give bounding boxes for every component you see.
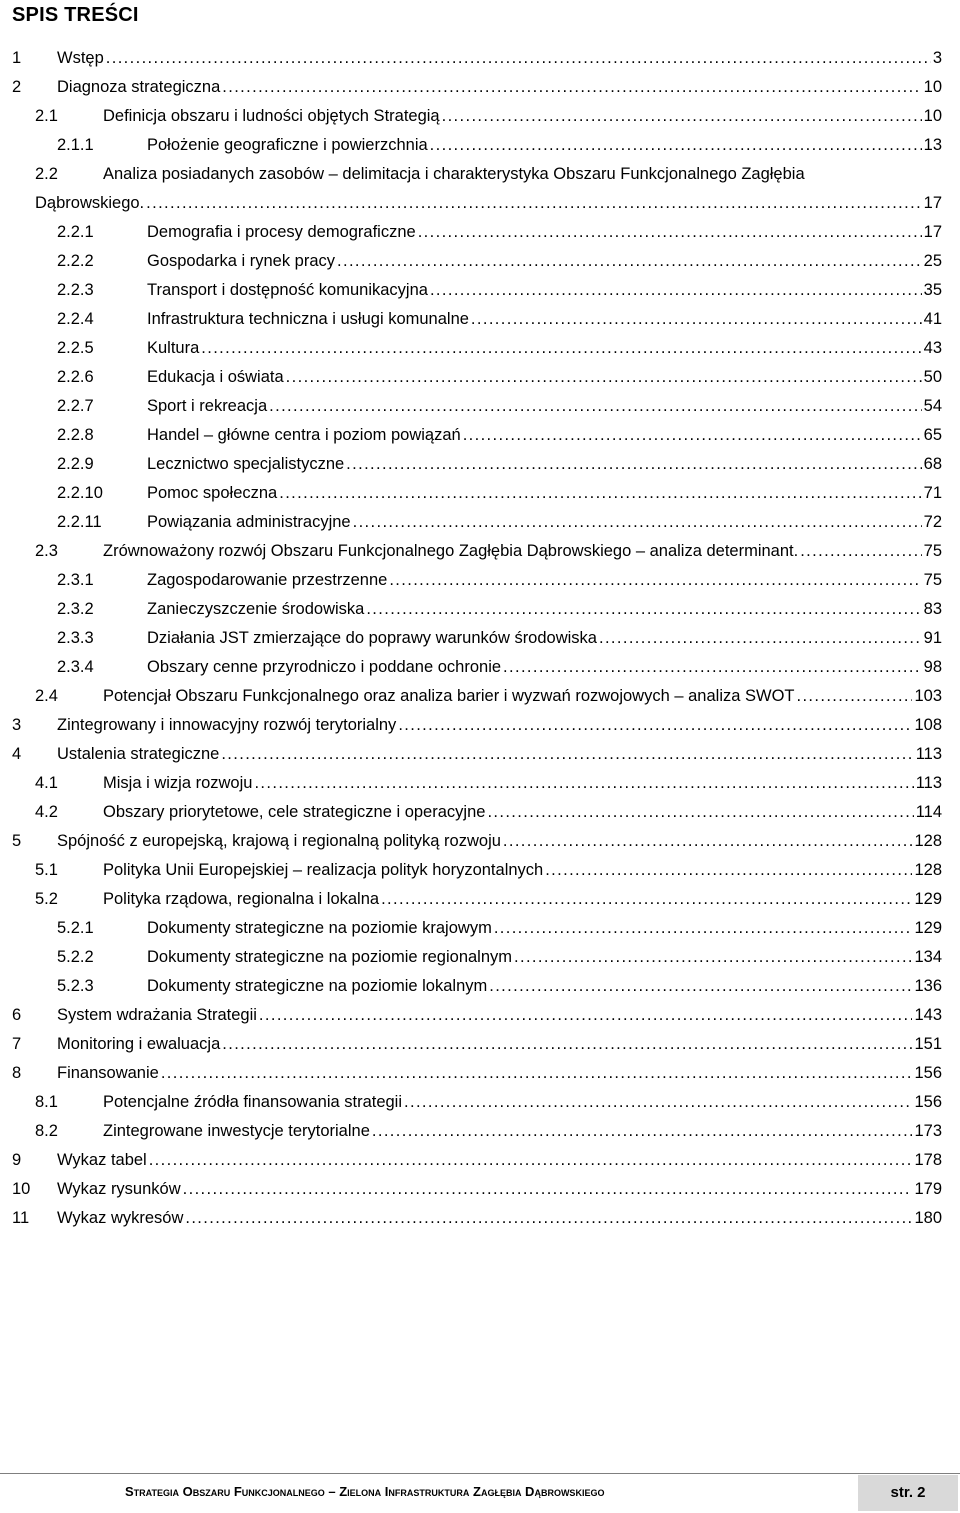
toc-entry-number: 2.3.1 bbox=[57, 571, 94, 589]
toc-entry-title: Obszary cenne przyrodniczo i poddane ochronie bbox=[147, 658, 502, 676]
toc-entry-title: Zrównoważony rozwój Obszaru Funkcjonalnego Zagłębia Dąbrowskiego – analiza determinant. bbox=[103, 542, 799, 560]
toc-entry[interactable] bbox=[0, 624, 960, 653]
toc-entry-page: 68 bbox=[923, 455, 942, 473]
toc-entry-page: 156 bbox=[914, 1093, 942, 1111]
toc-entry-number: 5 bbox=[12, 832, 22, 850]
toc-entry[interactable] bbox=[0, 972, 960, 1001]
dot-leader bbox=[398, 711, 912, 740]
dot-leader bbox=[514, 943, 912, 972]
toc-entry-title: Dokumenty strategiczne na poziomie lokalnym bbox=[147, 977, 488, 995]
toc-entry-page: 83 bbox=[923, 600, 942, 618]
toc-entry-number: 4.2 bbox=[35, 803, 58, 821]
toc-entry-number: 2.4 bbox=[35, 687, 58, 705]
dot-leader bbox=[222, 1030, 912, 1059]
toc-entry-number: 8.2 bbox=[35, 1122, 58, 1140]
toc-entry-page: 103 bbox=[914, 687, 942, 705]
toc-entry-page: 156 bbox=[914, 1064, 942, 1082]
toc-entry[interactable] bbox=[0, 1059, 960, 1088]
toc-entry-title: Monitoring i ewaluacja bbox=[57, 1035, 221, 1053]
toc-entry-page: 178 bbox=[914, 1151, 942, 1169]
toc-entry-number: 2.2.7 bbox=[57, 397, 94, 415]
toc-entry[interactable] bbox=[0, 566, 960, 595]
toc-entry-title: Zagospodarowanie przestrzenne bbox=[147, 571, 388, 589]
toc-entry-title: Potencjał Obszaru Funkcjonalnego oraz analiza barier i wyzwań rozwojowych – analiza SWOT bbox=[103, 687, 795, 705]
toc-entry[interactable] bbox=[0, 769, 960, 798]
dot-leader bbox=[337, 247, 922, 276]
toc-entry[interactable] bbox=[0, 508, 960, 537]
toc-entry[interactable] bbox=[0, 1175, 960, 1204]
toc-entry-title: Kultura bbox=[147, 339, 200, 357]
toc-entry-title: Misja i wizja rozwoju bbox=[103, 774, 253, 792]
toc-entry-page: 10 bbox=[923, 78, 942, 96]
toc-entry-title: Zanieczyszczenie środowiska bbox=[147, 600, 365, 618]
toc-entry-number: 4 bbox=[12, 745, 22, 763]
toc-entry-title: Polityka Unii Europejskiej – realizacja polityk horyzontalnych bbox=[103, 861, 544, 879]
toc-entry-title: Lecznictwo specjalistyczne bbox=[147, 455, 345, 473]
toc-entry[interactable] bbox=[0, 392, 960, 421]
dot-leader bbox=[221, 740, 913, 769]
toc-entry-number: 2.2.3 bbox=[57, 281, 94, 299]
toc-entry-number: 6 bbox=[12, 1006, 22, 1024]
toc-entry[interactable] bbox=[0, 595, 960, 624]
toc-entry[interactable] bbox=[0, 914, 960, 943]
toc-entry[interactable] bbox=[0, 1030, 960, 1059]
toc-entry-number: 5.2.2 bbox=[57, 948, 94, 966]
toc-entry-number: 11 bbox=[12, 1209, 30, 1227]
dot-leader bbox=[418, 218, 922, 247]
toc-entry-page: 54 bbox=[923, 397, 942, 415]
toc-entry-number: 9 bbox=[12, 1151, 22, 1169]
dot-leader bbox=[599, 624, 922, 653]
toc-entry[interactable] bbox=[0, 1117, 960, 1146]
toc-entry-number: 2.2 bbox=[35, 165, 58, 183]
toc-entry-title: Zintegrowane inwestycje terytorialne bbox=[103, 1122, 370, 1140]
toc-entry-page: 43 bbox=[923, 339, 942, 357]
toc-entry[interactable] bbox=[0, 1001, 960, 1030]
dot-leader bbox=[463, 421, 922, 450]
toc-entry-page: 17 bbox=[923, 223, 942, 241]
dot-leader bbox=[254, 769, 913, 798]
toc-entry-number: 2.2.11 bbox=[57, 513, 102, 531]
dot-leader bbox=[185, 1204, 912, 1233]
toc-entry-title: Dokumenty strategiczne na poziomie krajowym bbox=[147, 919, 492, 937]
toc-entry-title: Sport i rekreacja bbox=[147, 397, 268, 415]
toc-entry-number: 2.2.2 bbox=[57, 252, 94, 270]
toc-entry-page: 129 bbox=[914, 890, 942, 908]
toc-entry[interactable] bbox=[0, 1204, 960, 1233]
dot-leader bbox=[146, 189, 922, 218]
toc-entry[interactable] bbox=[0, 334, 960, 363]
dot-leader bbox=[430, 131, 922, 160]
dot-leader bbox=[503, 827, 913, 856]
dot-leader bbox=[487, 798, 913, 827]
toc-entry-number: 5.2.3 bbox=[57, 977, 94, 995]
toc-entry-page: 91 bbox=[923, 629, 942, 647]
toc-entry[interactable] bbox=[0, 276, 960, 305]
toc-entry[interactable] bbox=[0, 827, 960, 856]
toc-entry[interactable] bbox=[0, 363, 960, 392]
dot-leader bbox=[259, 1001, 913, 1030]
toc-entry-page: 17 bbox=[923, 194, 942, 212]
toc-entry-title: Wykaz rysunków bbox=[57, 1180, 181, 1198]
toc-entry-title: Wstęp bbox=[57, 49, 104, 67]
dot-leader bbox=[106, 44, 931, 73]
toc-entry-title: Edukacja i oświata bbox=[147, 368, 284, 386]
toc-entry-number: 2.3 bbox=[35, 542, 58, 560]
toc-entry-title: Polityka rządowa, regionalna i lokalna bbox=[103, 890, 380, 908]
toc-entry[interactable] bbox=[0, 711, 960, 740]
toc-entry-number: 8 bbox=[12, 1064, 22, 1082]
dot-leader bbox=[404, 1088, 912, 1117]
toc-entry-page: 41 bbox=[923, 310, 942, 328]
dot-leader bbox=[366, 595, 921, 624]
dot-leader bbox=[545, 856, 912, 885]
toc-entry-page: 151 bbox=[914, 1035, 942, 1053]
toc-entry[interactable] bbox=[0, 537, 960, 566]
toc-entry-title: Obszary priorytetowe, cele strategiczne i operacyjne bbox=[103, 803, 486, 821]
toc-entry[interactable] bbox=[0, 740, 960, 769]
toc-entry[interactable] bbox=[0, 885, 960, 914]
dot-leader bbox=[149, 1146, 913, 1175]
toc-entry-page: 13 bbox=[923, 136, 942, 154]
dot-leader bbox=[471, 305, 922, 334]
toc-entry-title: Analiza posiadanych zasobów – delimitacja i charakterystyka Obszaru Funkcjonalnego Zagłębia bbox=[103, 165, 805, 183]
toc-entry-number: 8.1 bbox=[35, 1093, 58, 1111]
toc-entry-page: 71 bbox=[923, 484, 942, 502]
toc-entry-page: 114 bbox=[915, 803, 942, 821]
toc-entry[interactable] bbox=[0, 102, 960, 131]
dot-leader bbox=[797, 682, 913, 711]
toc-entry-title: Dokumenty strategiczne na poziomie regionalnym bbox=[147, 948, 513, 966]
toc-entry-number: 2.3.2 bbox=[57, 600, 94, 618]
toc-entry-title: Położenie geograficzne i powierzchnia bbox=[147, 136, 428, 154]
toc-entry[interactable] bbox=[0, 682, 960, 711]
toc-entry[interactable] bbox=[0, 160, 960, 218]
toc-entry-page: 50 bbox=[923, 368, 942, 386]
toc-entry-page: 180 bbox=[914, 1209, 942, 1227]
toc-entry[interactable] bbox=[0, 44, 960, 73]
toc-entry[interactable] bbox=[0, 421, 960, 450]
dot-leader bbox=[222, 73, 921, 102]
toc-entry-page: 179 bbox=[914, 1180, 942, 1198]
toc-entry-page: 134 bbox=[914, 948, 942, 966]
toc-entry-title: Definicja obszaru i ludności objętych Strategią bbox=[103, 107, 440, 125]
dot-leader bbox=[286, 363, 922, 392]
toc-entry-number: 2.2.6 bbox=[57, 368, 94, 386]
toc-entry-title: Diagnoza strategiczna bbox=[57, 78, 221, 96]
toc-entry-title: Gospodarka i rynek pracy bbox=[147, 252, 336, 270]
toc-entry-title: Handel – główne centra i poziom powiązań bbox=[147, 426, 461, 444]
toc-entry[interactable] bbox=[0, 305, 960, 334]
toc-entry-number: 3 bbox=[12, 716, 22, 734]
toc-entry-title: Zintegrowany i innowacyjny rozwój terytorialny bbox=[57, 716, 397, 734]
toc-entry-number: 2 bbox=[12, 78, 22, 96]
dot-leader bbox=[489, 972, 912, 1001]
toc-entry-title-continued: Dąbrowskiego. bbox=[35, 194, 145, 212]
toc-entry[interactable] bbox=[0, 247, 960, 276]
toc-entry[interactable] bbox=[0, 653, 960, 682]
dot-leader bbox=[389, 566, 921, 595]
dot-leader bbox=[381, 885, 912, 914]
toc-entry-page: 113 bbox=[915, 745, 942, 763]
dot-leader bbox=[442, 102, 922, 131]
toc-entry-page: 35 bbox=[923, 281, 942, 299]
toc-entry-page: 143 bbox=[914, 1006, 942, 1024]
toc-entry-title: Działania JST zmierzające do poprawy warunków środowiska bbox=[147, 629, 597, 647]
footer-document-title: Strategia Obszaru Funkcjonalnego – Zielona Infrastruktura Zagłębia Dąbrowskiego bbox=[125, 1484, 605, 1499]
toc-entry-number: 7 bbox=[12, 1035, 22, 1053]
toc-entry[interactable] bbox=[0, 73, 960, 102]
dot-leader bbox=[269, 392, 922, 421]
toc-entry-page: 75 bbox=[923, 542, 942, 560]
toc-entry-number: 2.2.8 bbox=[57, 426, 94, 444]
toc-entry-number: 5.2 bbox=[35, 890, 58, 908]
toc-entry-title: Wykaz wykresów bbox=[57, 1209, 184, 1227]
toc-entry-number: 2.2.1 bbox=[57, 223, 94, 241]
toc-entry[interactable] bbox=[0, 450, 960, 479]
toc-entry-page: 128 bbox=[914, 861, 942, 879]
toc-entry-page: 128 bbox=[914, 832, 942, 850]
toc-entry-number: 2.2.5 bbox=[57, 339, 94, 357]
toc-entry-title: Infrastruktura techniczna i usługi komunalne bbox=[147, 310, 469, 328]
toc-entry[interactable] bbox=[0, 479, 960, 508]
dot-leader bbox=[372, 1117, 913, 1146]
toc-entry-page: 72 bbox=[923, 513, 942, 531]
toc-entry[interactable] bbox=[0, 1146, 960, 1175]
toc-entry[interactable] bbox=[0, 1088, 960, 1117]
toc-entry-number: 10 bbox=[12, 1180, 31, 1198]
toc-entry-number: 5.2.1 bbox=[57, 919, 94, 937]
toc-entry-page: 98 bbox=[923, 658, 942, 676]
toc-entry-number: 2.2.10 bbox=[57, 484, 103, 502]
toc-entry-title: Ustalenia strategiczne bbox=[57, 745, 220, 763]
toc-entry-title: Wykaz tabel bbox=[57, 1151, 147, 1169]
toc-entry-page: 108 bbox=[914, 716, 942, 734]
toc-entry-number: 2.3.4 bbox=[57, 658, 94, 676]
toc-entry-number: 2.3.3 bbox=[57, 629, 94, 647]
toc-entry-page: 3 bbox=[932, 49, 942, 67]
toc-entry-page: 129 bbox=[914, 919, 942, 937]
toc-entry[interactable] bbox=[0, 131, 960, 160]
toc-entry[interactable] bbox=[0, 798, 960, 827]
toc-entry[interactable] bbox=[0, 943, 960, 972]
toc-entry-title: Demografia i procesy demograficzne bbox=[147, 223, 416, 241]
toc-entry-number: 4.1 bbox=[35, 774, 58, 792]
toc-entry-page: 25 bbox=[923, 252, 942, 270]
dot-leader bbox=[430, 276, 922, 305]
dot-leader bbox=[353, 508, 922, 537]
toc-entry-number: 2.2.9 bbox=[57, 455, 94, 473]
dot-leader bbox=[279, 479, 921, 508]
dot-leader bbox=[346, 450, 921, 479]
toc-entry-title: Spójność z europejską, krajową i regionalną polityką rozwoju bbox=[57, 832, 501, 850]
toc-entry-page: 173 bbox=[914, 1122, 942, 1140]
page-title: SPIS TREŚCI bbox=[12, 4, 139, 26]
toc-entry-number: 2.2.4 bbox=[57, 310, 94, 328]
toc-entry-number: 5.1 bbox=[35, 861, 58, 879]
toc-entry[interactable] bbox=[0, 856, 960, 885]
dot-leader bbox=[494, 914, 913, 943]
toc-entry-number: 2.1 bbox=[35, 107, 58, 125]
dot-leader bbox=[201, 334, 921, 363]
toc-entry-title: Powiązania administracyjne bbox=[147, 513, 351, 531]
toc-entry-title: Pomoc społeczna bbox=[147, 484, 278, 502]
toc-entry-page: 65 bbox=[923, 426, 942, 444]
toc-entry-title: Transport i dostępność komunikacyjna bbox=[147, 281, 428, 299]
footer-divider bbox=[0, 1473, 960, 1474]
dot-leader bbox=[800, 537, 921, 566]
footer-page-number: str. 2 bbox=[858, 1475, 958, 1511]
toc-entry-page: 75 bbox=[923, 571, 942, 589]
toc-entry-title: System wdrażania Strategii bbox=[57, 1006, 257, 1024]
toc-entry-number: 2.1.1 bbox=[57, 136, 94, 154]
dot-leader bbox=[183, 1175, 913, 1204]
toc-entry-page: 113 bbox=[915, 774, 942, 792]
toc-entry[interactable] bbox=[0, 218, 960, 247]
toc-entry-page: 136 bbox=[914, 977, 942, 995]
dot-leader bbox=[503, 653, 922, 682]
toc-entry-title: Finansowanie bbox=[57, 1064, 159, 1082]
toc-entry-page: 10 bbox=[923, 107, 942, 125]
toc-entry-title: Potencjalne źródła finansowania strategii bbox=[103, 1093, 403, 1111]
dot-leader bbox=[161, 1059, 913, 1088]
toc-entry-number: 1 bbox=[12, 49, 22, 67]
